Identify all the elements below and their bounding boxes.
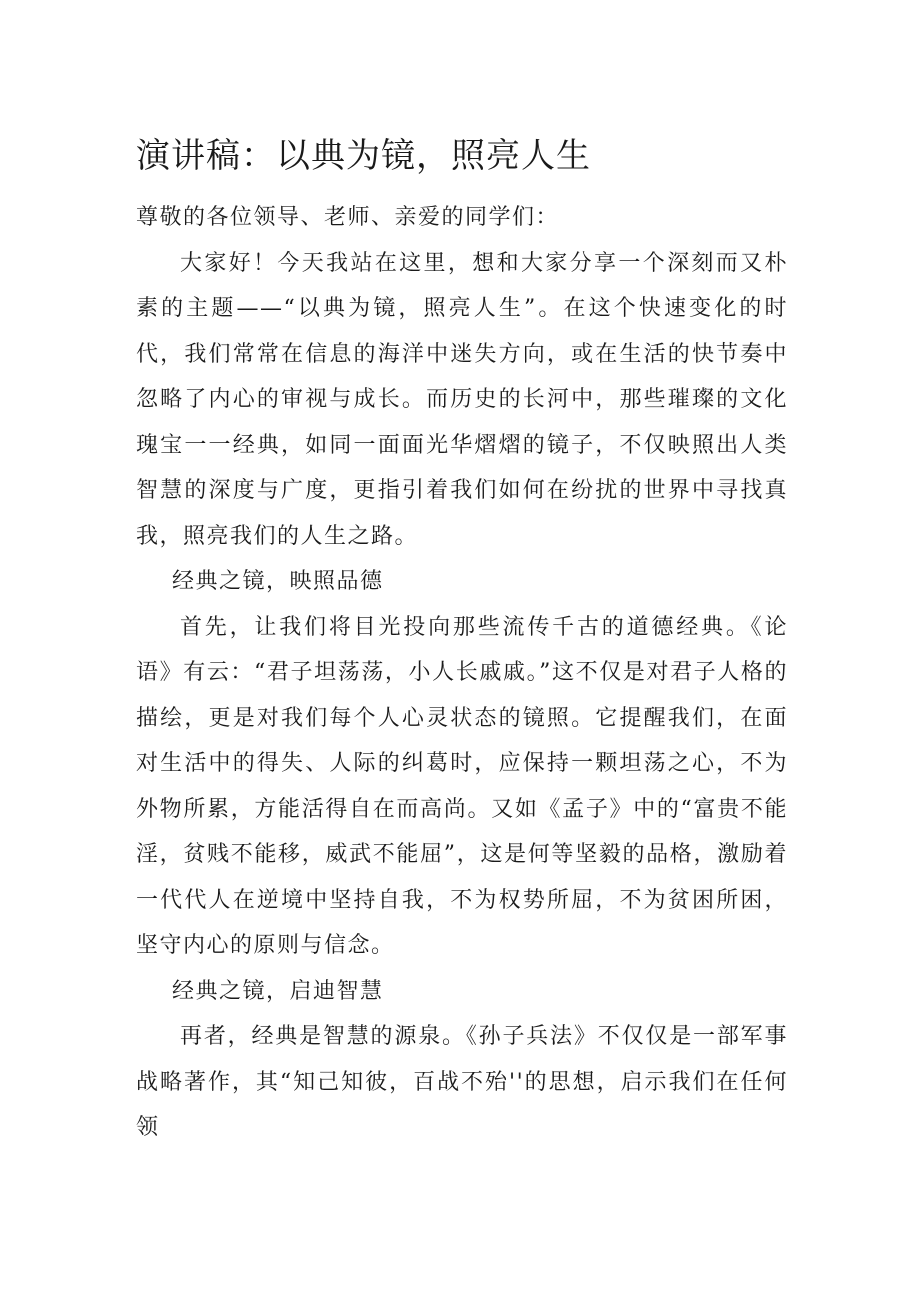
salutation: 尊敬的各位领导、老师、亲爱的同学们： — [136, 205, 560, 230]
section-heading-2: 经典之镜，启迪智慧 — [172, 978, 384, 1004]
document-title: 演讲稿：以典为镜，照亮人生 — [136, 136, 591, 176]
section-1-paragraph: 首先，让我们将目光投向那些流传千古的道德经典。《论语》有云：“君子坦荡荡，小人长戚戚。”这不仅是对君子人格的描绘，更是对我们每个人心灵状态的镜照。它提醒我们，在面对生活中的得失、人际的纠葛时，应保持一颗坦荡之心，不为外物所累，方能活得自在而高尚。又如《孟子》中的“富贵不能淫，贫贱不能移，威武不能屈”，这是何等坚毅的品格，激励着一代代人在逆境中坚持自我，不为权势所屈，不为贫困所困，坚守内心的原则与信念。 — [136, 614, 788, 958]
document-body — [136, 195, 788, 1151]
section-heading-1: 经典之镜，映照品德 — [172, 569, 384, 594]
section-2-paragraph: 再者，经典是智慧的源泉。《孙子兵法》不仅仅是一部军事战略著作，其“知己知彼，百战不殆''的思想，启示我们在任何领 — [136, 1024, 788, 1140]
intro-paragraph: 大家好！今天我站在这里，想和大家分享一个深刻而又朴素的主题——“以典为镜，照亮人生”。在这个快速变化的时代，我们常常在信息的海洋中迷失方向，或在生活的快节奏中忽略了内心的审视与成长。而历史的长河中，那些璀璨的文化瑰宝一一经典，如同一面面光华熠熠的镜子，不仅映照出人类智慧的深度与广度，更指引着我们如何在纷扰的世界中寻找真我，照亮我们的人生之路。 — [136, 250, 788, 549]
